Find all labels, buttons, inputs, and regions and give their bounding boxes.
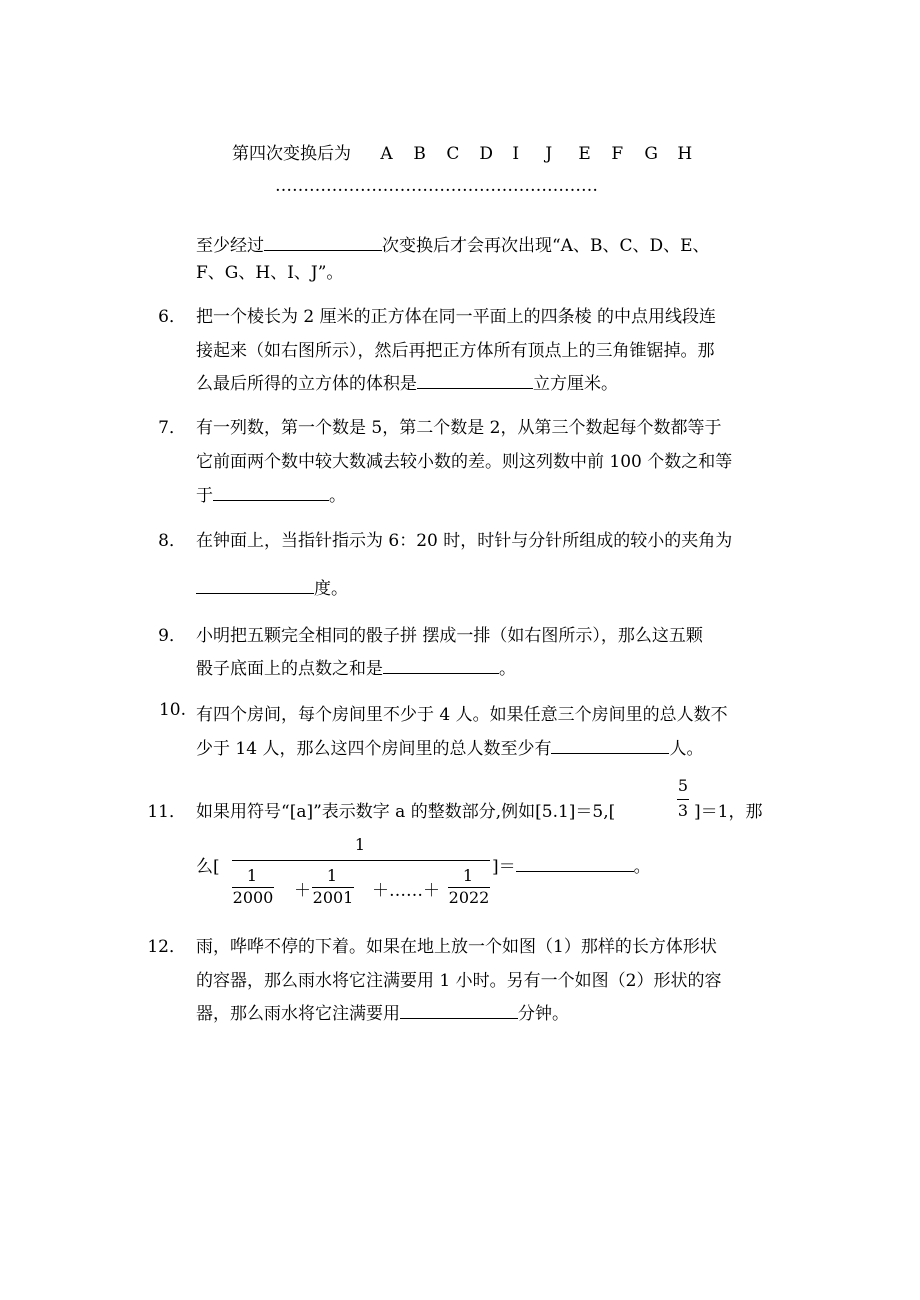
answer-blank[interactable]: [383, 657, 499, 674]
q12-line-1: 雨，哗哗不停的下着。如果在地上放一个如图（1）那样的长方体形状: [196, 937, 717, 957]
q11-line-1b: ]＝1，那: [694, 802, 763, 822]
letter: A: [380, 144, 393, 164]
q11-bracket-close: ]＝ 。: [492, 857, 651, 877]
q7-line-2: 它前面两个数中较大数减去较小数的差。则这列数中前 100 个数之和等: [196, 452, 733, 472]
q11-line-1a: 如果用符号“[a]”表示数字 a 的整数部分,例如[5.1]＝5,[: [196, 802, 616, 822]
letter-sequence: [380, 144, 710, 164]
letter: D: [479, 144, 494, 164]
letter: G: [644, 144, 658, 164]
question-number: 7．: [158, 418, 186, 438]
fraction-1-numerator: 1: [246, 866, 258, 885]
fraction-1-denominator: 2000: [232, 888, 274, 907]
row-label: 第四次变换后为: [232, 144, 351, 164]
ellipsis-row: …………………………………………………: [275, 176, 598, 196]
letter: E: [578, 144, 591, 164]
q12-line-2: 的容器，那么雨水将它注满要用 1 小时。另有一个如图（2）形状的容: [196, 971, 722, 991]
q10-line-2: 少于 14 人，那么这四个房间里的总人数至少有 人。: [196, 739, 704, 759]
letter: B: [413, 144, 426, 164]
plus-ellipsis: ＋……＋: [372, 881, 440, 901]
q7-line-1: 有一列数，第一个数是 5，第二个数是 2，从第三个数起每个数都等于: [196, 418, 722, 438]
q6-line-1: 把一个棱长为 2 厘米的正方体在同一平面上的四条棱 的中点用线段连: [196, 307, 717, 327]
example-denominator: 3: [677, 801, 689, 820]
fraction-2-numerator: 1: [326, 866, 338, 885]
question-number: 11．: [147, 802, 186, 822]
letter: F: [611, 144, 624, 164]
answer-blank[interactable]: [213, 484, 329, 501]
q8-line-1: 在钟面上，当指针指示为 6：20 时，时针与分针所组成的较小的夹角为: [196, 531, 733, 551]
fraction-3-denominator: 2022: [448, 888, 490, 907]
letter: J: [545, 144, 553, 164]
answer-blank[interactable]: [516, 855, 634, 872]
plus-sign: ＋: [294, 881, 311, 901]
q9-line-2: 骰子底面上的点数之和是 。: [196, 659, 516, 679]
q11-bracket-open: 么[: [196, 857, 220, 877]
example-fraction-bar: [677, 799, 689, 800]
q6-line-2: 接起来（如右图所示），然后再把正方体所有顶点上的三角锥锯掉。那: [196, 341, 715, 361]
question-number: 12．: [147, 937, 186, 957]
question-number: 10.: [158, 700, 186, 720]
letter: C: [446, 144, 460, 164]
transform-row-4: [232, 139, 710, 164]
answer-blank[interactable]: [417, 372, 533, 389]
q5-line-2: F、G、H、I、J”。: [196, 263, 344, 283]
big-fraction-bar: [232, 860, 490, 861]
example-numerator: 5: [677, 776, 689, 795]
question-number: 6．: [158, 307, 186, 327]
q12-line-3: 器，那么雨水将它注满要用 分钟。: [196, 1004, 569, 1024]
q10-line-1: 有四个房间，每个房间里不少于 4 人。如果任意三个房间里的总人数不: [196, 705, 728, 725]
fraction-2-denominator: 2001: [312, 888, 354, 907]
answer-blank[interactable]: [196, 577, 314, 594]
question-number: 9．: [158, 626, 186, 646]
answer-blank[interactable]: [551, 737, 669, 754]
q9-line-1: 小明把五颗完全相同的骰子拼 摆成一排（如右图所示），那么这五颗: [196, 626, 703, 646]
q7-line-3: 于 。: [196, 486, 346, 506]
answer-blank[interactable]: [264, 234, 382, 251]
q8-line-2: 度。: [196, 574, 348, 599]
big-numerator: 1: [354, 835, 366, 854]
q5-line-1: 至少经过 次变换后才会再次出现“A、B、C、D、E、: [196, 236, 710, 256]
fraction-3-numerator: 1: [462, 866, 474, 885]
question-number: 8．: [158, 531, 186, 551]
q6-line-3: 么最后所得的立方体的体积是 立方厘米。: [196, 374, 618, 394]
answer-blank[interactable]: [400, 1002, 518, 1019]
letter: I: [512, 144, 520, 164]
letter: H: [677, 144, 693, 164]
